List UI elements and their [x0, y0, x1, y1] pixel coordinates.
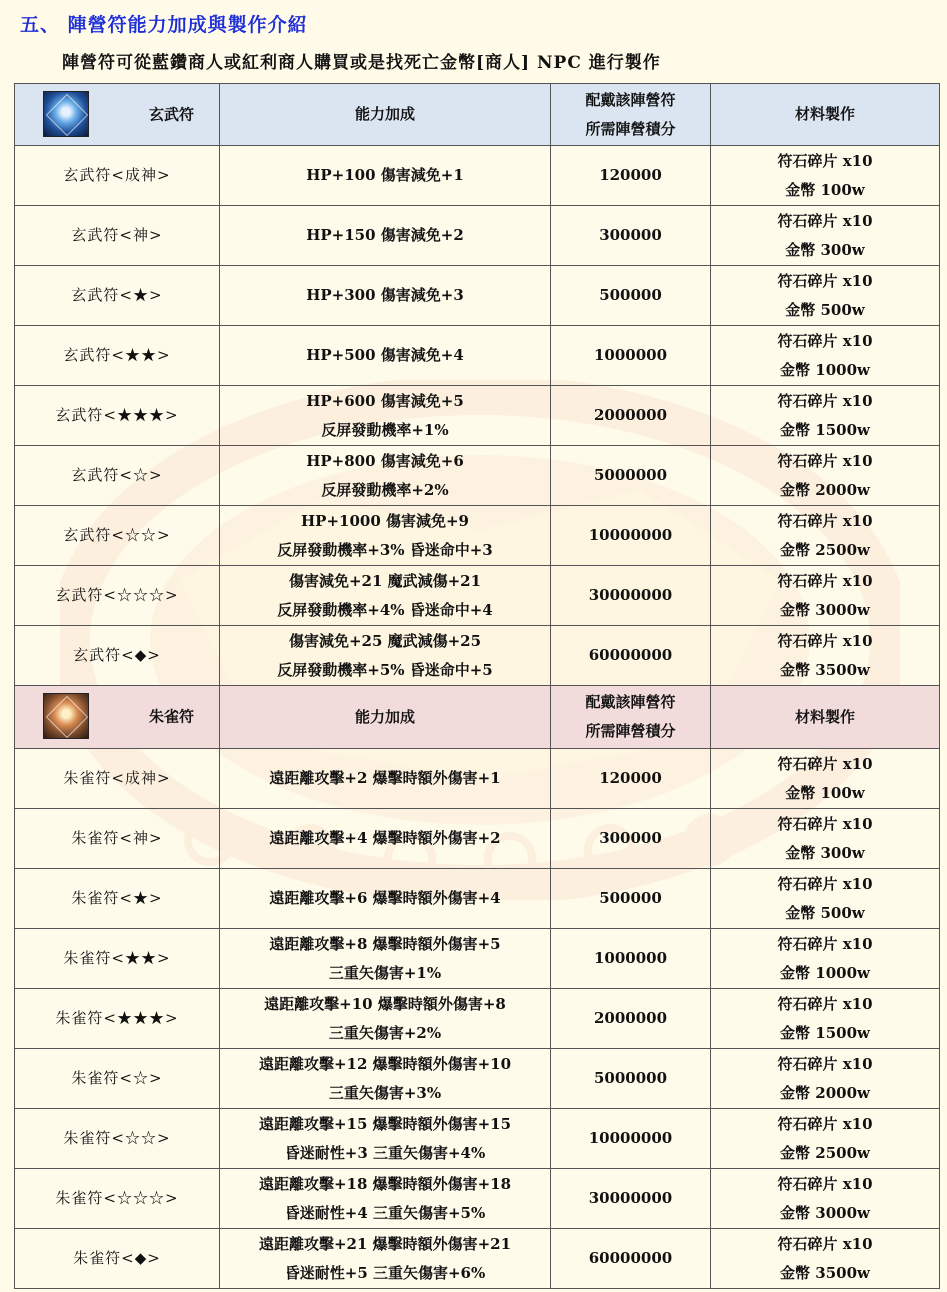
ability-bonus-line: HP+500 傷害減免+4	[306, 346, 464, 364]
crafting-material	[711, 566, 940, 626]
ability-bonus	[220, 929, 551, 989]
crafting-material-line: 符石碎片 x10	[777, 814, 873, 833]
table-row	[15, 566, 940, 626]
header-talisman-name	[15, 84, 220, 146]
header-points-line: 所需陣營積分	[585, 722, 676, 740]
ability-bonus-line: 遠距離攻擊+15 爆擊時額外傷害+15	[258, 1114, 512, 1133]
ability-bonus-line: HP+300 傷害減免+3	[306, 286, 464, 304]
ability-bonus	[220, 1049, 551, 1109]
crafting-material	[711, 266, 940, 326]
crafting-material-line: 金幣 2500w	[780, 1143, 870, 1162]
crafting-material	[711, 809, 940, 869]
crafting-material	[711, 929, 940, 989]
crafting-material-line: 符石碎片 x10	[777, 571, 873, 590]
required-points-line: 500000	[599, 889, 662, 907]
ability-bonus-line: 遠距離攻擊+10 爆擊時額外傷害+8	[264, 994, 506, 1013]
crafting-material-line: 金幣 1000w	[780, 963, 870, 982]
table-row	[15, 326, 940, 386]
crafting-material-line: 金幣 2000w	[780, 1083, 870, 1102]
required-points	[551, 1109, 711, 1169]
header-points	[551, 686, 711, 749]
crafting-material-line: 金幣 100w	[785, 783, 865, 802]
ability-bonus	[220, 869, 551, 929]
crafting-material-line: 金幣 3000w	[780, 1203, 870, 1222]
header-points	[551, 84, 711, 146]
ability-bonus-line: 昏迷耐性+3 三重矢傷害+4%	[284, 1143, 486, 1162]
ability-bonus-line: 昏迷耐性+4 三重矢傷害+5%	[284, 1203, 486, 1222]
crafting-material-line: 符石碎片 x10	[777, 994, 873, 1013]
required-points-line: 5000000	[593, 1069, 668, 1087]
ability-bonus	[220, 386, 551, 446]
talisman-name	[15, 386, 220, 446]
talisman-name	[15, 566, 220, 626]
header-material	[711, 84, 940, 146]
crafting-material-line: 符石碎片 x10	[777, 1174, 873, 1193]
ability-bonus-line: 反屏發動機率+5% 昏迷命中+5	[277, 660, 493, 679]
required-points	[551, 386, 711, 446]
talisman-name-line: 朱雀符<★★>	[63, 949, 171, 967]
header-points-line: 配戴該陣營符	[585, 90, 676, 109]
required-points-line: 10000000	[588, 526, 673, 544]
zhuque-talisman-icon	[43, 693, 89, 739]
talisman-name-line: 玄武符<★★>	[63, 346, 171, 364]
header-name-label: 玄武符	[149, 105, 195, 123]
crafting-material-line: 符石碎片 x10	[777, 1234, 873, 1253]
ability-bonus	[220, 206, 551, 266]
header-talisman-name	[15, 686, 220, 749]
table-row	[15, 626, 940, 686]
crafting-material	[711, 1169, 940, 1229]
talisman-name	[15, 989, 220, 1049]
crafting-material	[711, 749, 940, 809]
table-row	[15, 989, 940, 1049]
section-header-row	[15, 84, 940, 146]
talisman-name-line: 朱雀符<★★★>	[55, 1009, 179, 1027]
ability-bonus	[220, 1229, 551, 1289]
header-points-line: 配戴該陣營符	[585, 693, 676, 711]
table-row	[15, 1049, 940, 1109]
table-row	[15, 809, 940, 869]
talisman-name-line: 玄武符<☆☆>	[63, 526, 171, 544]
table-row	[15, 266, 940, 326]
ability-bonus	[220, 749, 551, 809]
table-row	[15, 1109, 940, 1169]
crafting-material-line: 金幣 300w	[785, 240, 865, 259]
intro-text: 陣營符可從藍鑽商人或紅利商人購買或是找死亡金幣[商人] NPC 進行製作	[62, 53, 661, 73]
table-row	[15, 1169, 940, 1229]
ability-bonus-line: 遠距離攻擊+2 爆擊時額外傷害+1	[269, 769, 501, 787]
table-row	[15, 386, 940, 446]
required-points-line: 60000000	[588, 646, 673, 664]
talisman-name-line: 玄武符<★★★>	[55, 406, 179, 424]
table-row	[15, 206, 940, 266]
header-ability	[220, 686, 551, 749]
required-points-line: 5000000	[593, 466, 668, 484]
ability-bonus-line: 遠距離攻擊+4 爆擊時額外傷害+2	[269, 829, 501, 847]
required-points	[551, 1229, 711, 1289]
ability-bonus	[220, 566, 551, 626]
ability-bonus-line: 遠距離攻擊+18 爆擊時額外傷害+18	[258, 1174, 512, 1193]
required-points-line: 60000000	[588, 1249, 673, 1267]
talisman-name-line: 玄武符<☆>	[71, 466, 163, 484]
crafting-material-line: 符石碎片 x10	[777, 874, 873, 893]
ability-bonus-line: HP+100 傷害減免+1	[306, 166, 464, 184]
talisman-name	[15, 1049, 220, 1109]
required-points	[551, 929, 711, 989]
crafting-material	[711, 206, 940, 266]
ability-bonus	[220, 146, 551, 206]
header-material-line: 材料製作	[794, 105, 855, 123]
crafting-material	[711, 1109, 940, 1169]
required-points-line: 120000	[599, 769, 662, 787]
required-points	[551, 146, 711, 206]
required-points	[551, 989, 711, 1049]
required-points-line: 2000000	[593, 406, 668, 424]
crafting-material-line: 符石碎片 x10	[777, 391, 873, 410]
ability-bonus-line: 遠距離攻擊+12 爆擊時額外傷害+10	[258, 1054, 512, 1073]
section-header-row	[15, 686, 940, 749]
crafting-material-line: 符石碎片 x10	[777, 151, 873, 170]
talisman-table	[14, 83, 940, 1289]
crafting-material-line: 符石碎片 x10	[777, 211, 873, 230]
ability-bonus-line: 傷害減免+25 魔武減傷+25	[288, 631, 482, 650]
talisman-name-line: 玄武符<成神>	[63, 166, 171, 184]
talisman-name-line: 玄武符<◆>	[73, 646, 161, 664]
required-points-line: 10000000	[588, 1129, 673, 1147]
crafting-material	[711, 506, 940, 566]
crafting-material	[711, 386, 940, 446]
talisman-name-line: 朱雀符<★>	[71, 889, 163, 907]
crafting-material-line: 金幣 1500w	[780, 420, 870, 439]
crafting-material	[711, 989, 940, 1049]
crafting-material-line: 金幣 100w	[785, 180, 865, 199]
talisman-name-line: 朱雀符<☆☆>	[63, 1129, 171, 1147]
crafting-material-line: 符石碎片 x10	[777, 451, 873, 470]
header-name-label: 朱雀符	[149, 707, 195, 726]
crafting-material-line: 金幣 2000w	[780, 480, 870, 499]
ability-bonus-line: HP+1000 傷害減免+9	[301, 511, 469, 530]
ability-bonus-line: 反屏發動機率+1%	[321, 420, 449, 439]
talisman-name-line: 朱雀符<神>	[71, 829, 163, 847]
ability-bonus-line: 三重矢傷害+2%	[328, 1023, 442, 1042]
talisman-name-line: 朱雀符<◆>	[73, 1249, 161, 1267]
talisman-name	[15, 266, 220, 326]
ability-bonus-line: 三重矢傷害+1%	[328, 963, 442, 982]
talisman-name-line: 玄武符<★>	[71, 286, 163, 304]
crafting-material	[711, 626, 940, 686]
crafting-material-line: 金幣 1000w	[780, 360, 870, 379]
required-points-line: 1000000	[593, 949, 668, 967]
crafting-material	[711, 326, 940, 386]
talisman-name	[15, 749, 220, 809]
header-ability-line: 能力加成	[354, 707, 415, 726]
crafting-material-line: 金幣 1500w	[780, 1023, 870, 1042]
header-points-line: 所需陣營積分	[585, 119, 676, 138]
crafting-material-line: 金幣 3500w	[780, 1263, 870, 1282]
required-points	[551, 1169, 711, 1229]
crafting-material-line: 金幣 300w	[785, 843, 865, 862]
ability-bonus	[220, 989, 551, 1049]
crafting-material-line: 金幣 500w	[785, 903, 865, 922]
talisman-name	[15, 809, 220, 869]
required-points-line: 30000000	[588, 586, 673, 604]
talisman-name-line: 玄武符<神>	[71, 226, 163, 244]
table-row	[15, 146, 940, 206]
table-row	[15, 1229, 940, 1289]
required-points-line: 120000	[599, 166, 662, 184]
crafting-material-line: 符石碎片 x10	[777, 511, 873, 530]
table-row	[15, 506, 940, 566]
ability-bonus-line: 遠距離攻擊+8 爆擊時額外傷害+5	[269, 934, 501, 953]
table-row	[15, 749, 940, 809]
ability-bonus-line: HP+600 傷害減免+5	[306, 391, 464, 410]
ability-bonus	[220, 506, 551, 566]
required-points-line: 1000000	[593, 346, 668, 364]
ability-bonus-line: 三重矢傷害+3%	[328, 1083, 442, 1102]
talisman-name	[15, 929, 220, 989]
ability-bonus-line: 昏迷耐性+5 三重矢傷害+6%	[284, 1263, 486, 1282]
crafting-material-line: 金幣 3500w	[780, 660, 870, 679]
ability-bonus-line: 反屏發動機率+4% 昏迷命中+4	[277, 600, 493, 619]
crafting-material-line: 符石碎片 x10	[777, 934, 873, 953]
talisman-name	[15, 446, 220, 506]
ability-bonus-line: 反屏發動機率+3% 昏迷命中+3	[277, 540, 493, 559]
talisman-name	[15, 626, 220, 686]
required-points	[551, 266, 711, 326]
crafting-material	[711, 146, 940, 206]
required-points	[551, 626, 711, 686]
ability-bonus	[220, 626, 551, 686]
required-points	[551, 506, 711, 566]
talisman-name-line: 朱雀符<☆>	[71, 1069, 163, 1087]
crafting-material-line: 符石碎片 x10	[777, 754, 873, 773]
ability-bonus-line: 反屏發動機率+2%	[321, 480, 449, 499]
ability-bonus-line: 遠距離攻擊+6 爆擊時額外傷害+4	[269, 889, 501, 907]
xuanwu-talisman-icon	[43, 91, 89, 137]
required-points	[551, 326, 711, 386]
talisman-name	[15, 1169, 220, 1229]
talisman-name	[15, 1109, 220, 1169]
crafting-material-line: 符石碎片 x10	[777, 1054, 873, 1073]
talisman-name-line: 玄武符<☆☆☆>	[55, 586, 179, 604]
ability-bonus	[220, 1169, 551, 1229]
table-row	[15, 869, 940, 929]
crafting-material-line: 金幣 3000w	[780, 600, 870, 619]
ability-bonus	[220, 1109, 551, 1169]
crafting-material-line: 符石碎片 x10	[777, 1114, 873, 1133]
crafting-material-line: 金幣 2500w	[780, 540, 870, 559]
header-ability-line: 能力加成	[354, 105, 415, 123]
talisman-name	[15, 146, 220, 206]
talisman-name	[15, 1229, 220, 1289]
crafting-material-line: 符石碎片 x10	[777, 331, 873, 350]
crafting-material-line: 符石碎片 x10	[777, 631, 873, 650]
header-ability	[220, 84, 551, 146]
crafting-material	[711, 869, 940, 929]
ability-bonus-line: 傷害減免+21 魔武減傷+21	[288, 571, 482, 590]
talisman-name	[15, 206, 220, 266]
required-points-line: 30000000	[588, 1189, 673, 1207]
required-points-line: 300000	[599, 226, 662, 244]
ability-bonus	[220, 266, 551, 326]
required-points	[551, 206, 711, 266]
required-points-line: 500000	[599, 286, 662, 304]
required-points	[551, 869, 711, 929]
talisman-name	[15, 869, 220, 929]
ability-bonus	[220, 446, 551, 506]
crafting-material	[711, 1049, 940, 1109]
talisman-name	[15, 506, 220, 566]
crafting-material-line: 金幣 500w	[785, 300, 865, 319]
talisman-name-line: 朱雀符<☆☆☆>	[55, 1189, 179, 1207]
header-material	[711, 686, 940, 749]
talisman-name-line: 朱雀符<成神>	[63, 769, 171, 787]
ability-bonus	[220, 809, 551, 869]
required-points	[551, 1049, 711, 1109]
required-points	[551, 809, 711, 869]
required-points	[551, 566, 711, 626]
table-row	[15, 929, 940, 989]
section-title: 五、 陣營符能力加成與製作介紹	[20, 14, 308, 36]
required-points	[551, 446, 711, 506]
table-row	[15, 446, 940, 506]
talisman-name	[15, 326, 220, 386]
crafting-material	[711, 1229, 940, 1289]
required-points-line: 300000	[599, 829, 662, 847]
ability-bonus	[220, 326, 551, 386]
ability-bonus-line: HP+800 傷害減免+6	[306, 451, 464, 470]
crafting-material	[711, 446, 940, 506]
crafting-material-line: 符石碎片 x10	[777, 271, 873, 290]
header-material-line: 材料製作	[794, 707, 855, 726]
required-points	[551, 749, 711, 809]
ability-bonus-line: HP+150 傷害減免+2	[306, 226, 464, 244]
required-points-line: 2000000	[593, 1009, 668, 1027]
ability-bonus-line: 遠距離攻擊+21 爆擊時額外傷害+21	[258, 1234, 512, 1253]
